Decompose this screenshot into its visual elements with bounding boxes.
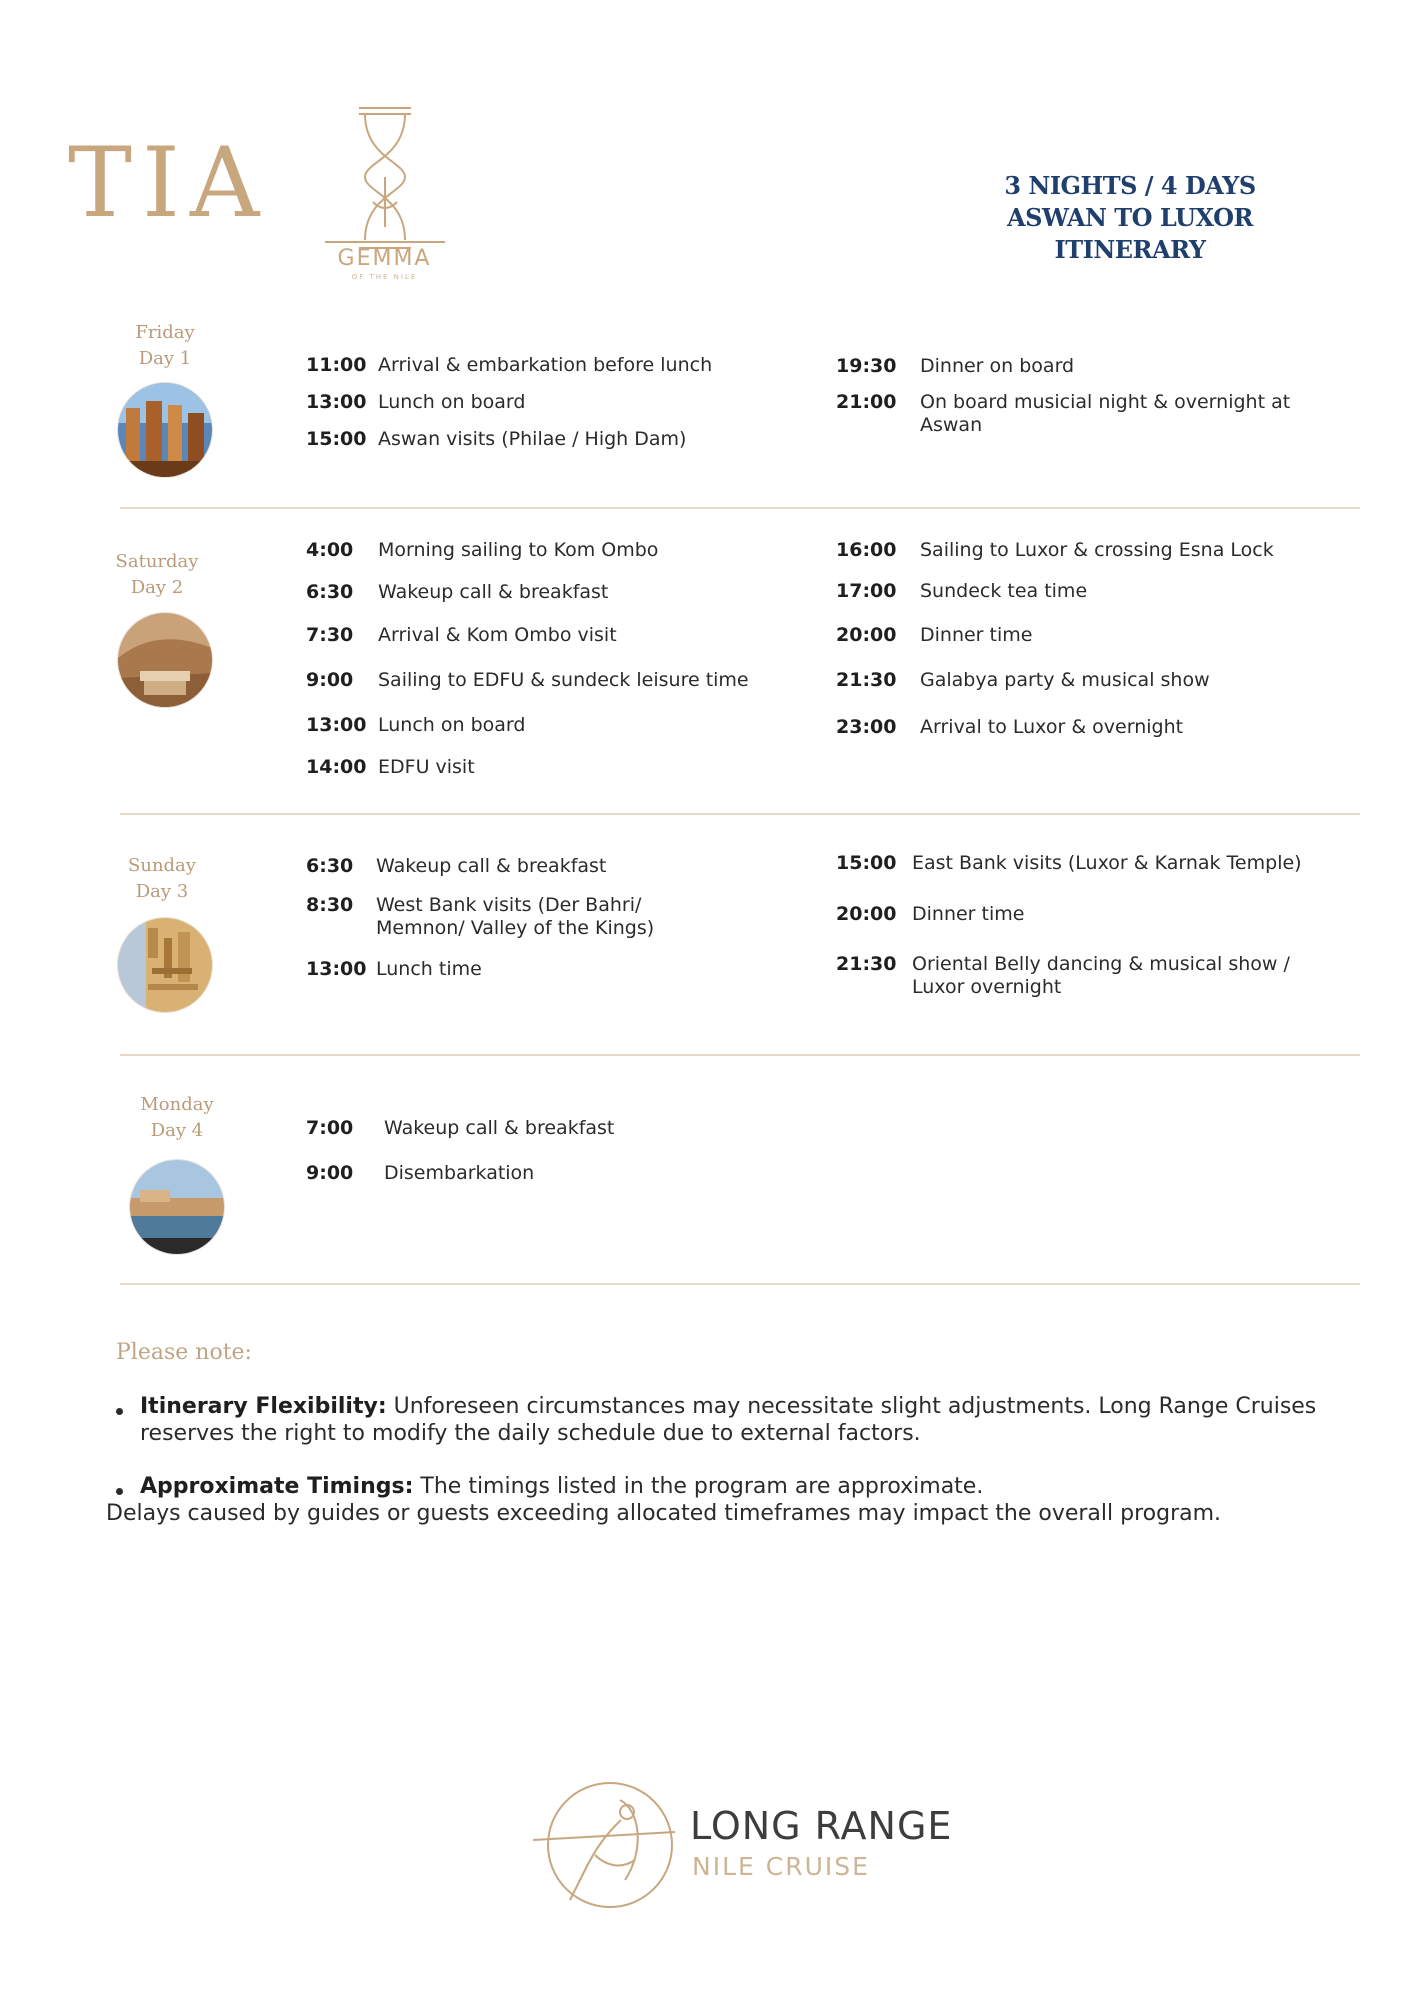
event-time: 21:30 bbox=[836, 953, 897, 975]
event-row bbox=[306, 354, 712, 377]
day-1-photo bbox=[118, 383, 212, 477]
day-4-weekday: Monday bbox=[140, 1094, 214, 1115]
event-row bbox=[306, 1162, 534, 1185]
event-time: 7:30 bbox=[306, 624, 354, 646]
day-3-photo bbox=[118, 918, 212, 1012]
event-desc: Wakeup call & breakfast bbox=[376, 855, 607, 877]
event-time: 15:00 bbox=[836, 852, 897, 874]
event-row bbox=[306, 756, 475, 779]
notes-heading: Please note: bbox=[116, 1340, 252, 1365]
event-time: 17:00 bbox=[836, 580, 897, 602]
event-desc: Dinner time bbox=[912, 903, 1025, 925]
event-desc: Lunch on board bbox=[378, 391, 526, 413]
note-label: Approximate Timings: bbox=[140, 1474, 414, 1499]
event-row bbox=[836, 716, 1183, 739]
note-item bbox=[140, 1473, 1340, 1500]
hourglass-icon bbox=[315, 102, 455, 252]
bullet bbox=[116, 1408, 123, 1415]
event-row bbox=[306, 581, 608, 604]
event-row bbox=[306, 539, 658, 562]
event-time: 20:00 bbox=[836, 624, 897, 646]
event-time: 23:00 bbox=[836, 716, 897, 738]
title-line-2: ASWAN TO LUXOR ITINERARY bbox=[1007, 203, 1253, 264]
event-desc: Arrival & Kom Ombo visit bbox=[378, 624, 617, 646]
event-row bbox=[836, 539, 1274, 562]
event-row bbox=[836, 580, 1087, 603]
event-time: 9:00 bbox=[306, 1162, 354, 1184]
day-4-label: Day 4 bbox=[150, 1120, 204, 1141]
day-1-label: Day 1 bbox=[138, 348, 192, 369]
event-desc: Arrival to Luxor & overnight bbox=[920, 716, 1184, 738]
day-1-weekday: Friday bbox=[135, 322, 195, 343]
day-3-weekday: Sunday bbox=[128, 855, 196, 876]
event-row bbox=[836, 953, 1322, 999]
event-row bbox=[836, 624, 1032, 647]
section-divider bbox=[120, 507, 1360, 509]
event-row bbox=[306, 958, 482, 981]
event-desc: Disembarkation bbox=[384, 1162, 535, 1184]
event-row bbox=[836, 852, 1302, 875]
event-row bbox=[836, 669, 1210, 692]
gemma-logo-name: GEMMA bbox=[337, 246, 432, 271]
event-time: 11:00 bbox=[306, 354, 367, 376]
event-time: 16:00 bbox=[836, 539, 897, 561]
note-text: Unforeseen circumstances may necessitate slight adjustments. Long Range Cruises reserves the right to modify the daily schedule due to external factors. bbox=[140, 1394, 1317, 1446]
itinerary-title bbox=[930, 170, 1330, 266]
event-row bbox=[306, 1117, 614, 1140]
event-row bbox=[306, 391, 525, 414]
title-line-1: 3 NIGHTS / 4 DAYS bbox=[1004, 171, 1256, 200]
event-desc: Sailing to Luxor & crossing Esna Lock bbox=[920, 539, 1274, 561]
event-desc: Lunch on board bbox=[378, 714, 526, 736]
tia-logo: TIA bbox=[68, 127, 270, 239]
note-item bbox=[140, 1393, 1340, 1447]
event-time: 15:00 bbox=[306, 428, 367, 450]
event-time: 20:00 bbox=[836, 903, 897, 925]
event-desc: Aswan visits (Philae / High Dam) bbox=[378, 428, 687, 450]
event-time: 8:30 bbox=[306, 894, 354, 916]
event-time: 14:00 bbox=[306, 756, 367, 778]
event-time: 6:30 bbox=[306, 581, 354, 603]
event-desc: Lunch time bbox=[376, 958, 482, 980]
event-desc: Galabya party & musical show bbox=[920, 669, 1210, 691]
event-time: 7:00 bbox=[306, 1117, 354, 1139]
section-divider bbox=[120, 813, 1360, 815]
event-time: 19:30 bbox=[836, 355, 897, 377]
note-label: Itinerary Flexibility: bbox=[140, 1394, 387, 1419]
event-row bbox=[836, 355, 1074, 378]
event-time: 13:00 bbox=[306, 714, 367, 736]
gemma-logo bbox=[312, 102, 457, 292]
day-2-heading bbox=[87, 549, 227, 601]
event-desc: East Bank visits (Luxor & Karnak Temple) bbox=[912, 852, 1302, 874]
event-desc: Wakeup call & breakfast bbox=[378, 581, 609, 603]
event-desc: Arrival & embarkation before lunch bbox=[378, 354, 713, 376]
event-time: 6:30 bbox=[306, 855, 354, 877]
event-row bbox=[306, 428, 686, 451]
event-row bbox=[306, 714, 525, 737]
event-desc: On board musicial night & overnight at Aswan bbox=[920, 391, 1291, 436]
archer-emblem-icon bbox=[525, 1760, 685, 1930]
day-4-heading bbox=[107, 1092, 247, 1144]
event-desc: Dinner on board bbox=[920, 355, 1075, 377]
note-continuation: Delays caused by guides or guests exceeding allocated timeframes may impact the overall program. bbox=[106, 1501, 1222, 1526]
event-desc: Oriental Belly dancing & musical show / Luxor overnight bbox=[912, 953, 1290, 998]
day-3-label: Day 3 bbox=[135, 881, 189, 902]
event-time: 4:00 bbox=[306, 539, 354, 561]
day-2-label: Day 2 bbox=[130, 577, 184, 598]
event-time: 13:00 bbox=[306, 958, 367, 980]
event-time: 21:30 bbox=[836, 669, 897, 691]
day-4-photo bbox=[130, 1160, 224, 1254]
gemma-logo-subtitle: OF THE NILE bbox=[351, 273, 418, 281]
day-1-heading bbox=[95, 320, 235, 372]
event-time: 9:00 bbox=[306, 669, 354, 691]
event-time: 13:00 bbox=[306, 391, 367, 413]
event-desc: Dinner time bbox=[920, 624, 1033, 646]
event-desc: West Bank visits (Der Bahri/ Memnon/ Valley of the Kings) bbox=[376, 894, 655, 939]
event-row bbox=[836, 391, 1330, 437]
section-divider bbox=[120, 1283, 1360, 1285]
day-2-photo bbox=[118, 613, 212, 707]
section-divider bbox=[120, 1054, 1360, 1056]
event-desc: Morning sailing to Kom Ombo bbox=[378, 539, 659, 561]
day-2-weekday: Saturday bbox=[115, 551, 199, 572]
event-time: 21:00 bbox=[836, 391, 897, 413]
event-row bbox=[836, 903, 1024, 926]
brand-subtitle: NILE CRUISE bbox=[692, 1852, 870, 1881]
event-row bbox=[306, 624, 617, 647]
event-row bbox=[306, 669, 749, 692]
event-desc: Sundeck tea time bbox=[920, 580, 1088, 602]
bullet bbox=[116, 1488, 123, 1495]
brand-title: LONG RANGE bbox=[690, 1804, 953, 1848]
event-desc: Sailing to EDFU & sundeck leisure time bbox=[378, 669, 749, 691]
event-desc: EDFU visit bbox=[378, 756, 475, 778]
event-desc: Wakeup call & breakfast bbox=[384, 1117, 615, 1139]
event-row bbox=[306, 855, 606, 878]
day-3-heading bbox=[92, 853, 232, 905]
note-text: The timings listed in the program are approximate. bbox=[420, 1474, 984, 1499]
event-row bbox=[306, 894, 706, 940]
